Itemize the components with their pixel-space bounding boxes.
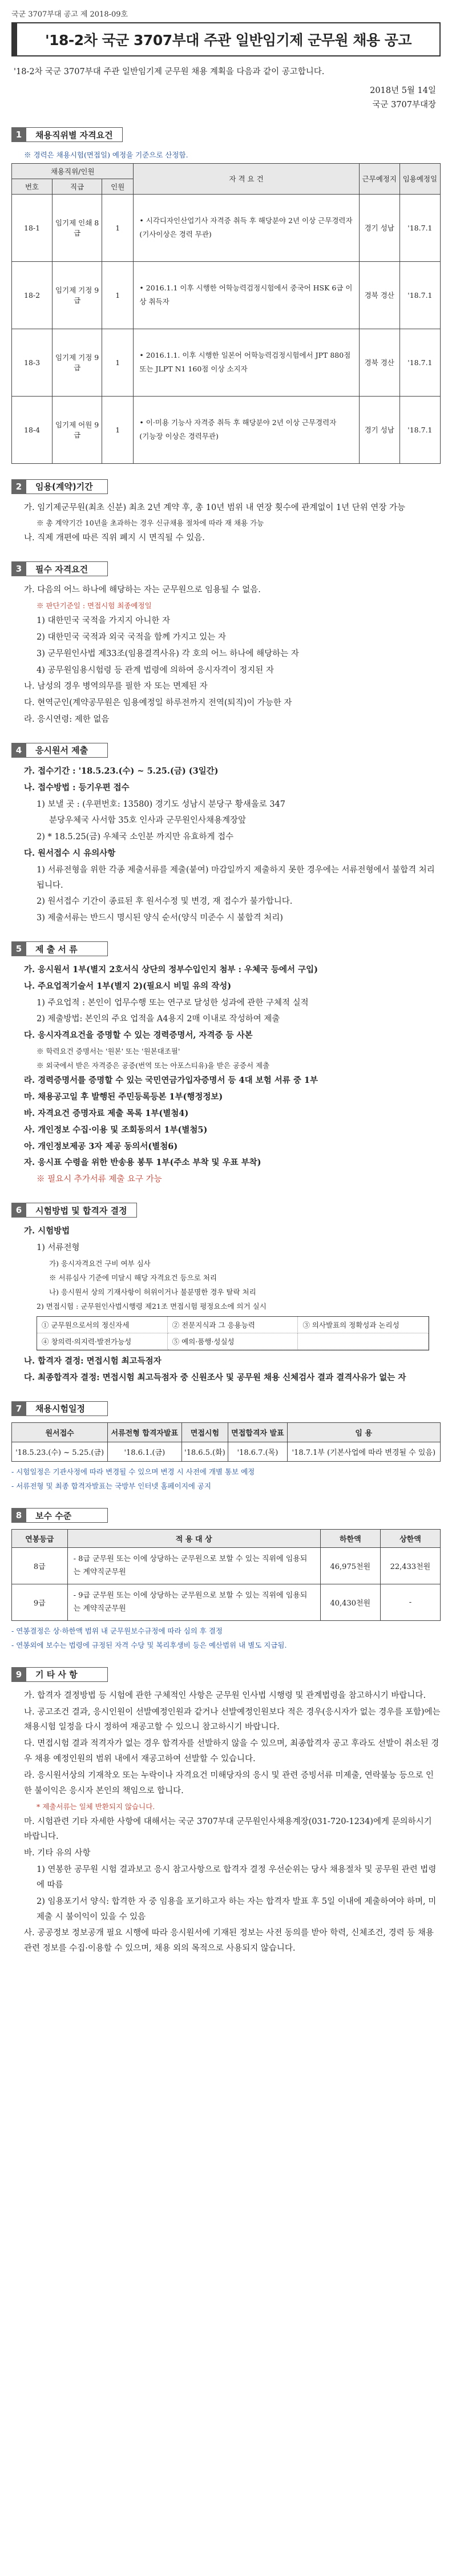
- table-row: [12, 261, 441, 329]
- text-line: ※ 서류심사 기준에 미달시 해당 자격요건 등으로 처리: [49, 1273, 217, 1282]
- text-line: 라. 응시연령: 제한 없음: [24, 715, 110, 725]
- salary-target: - 9급 군무원 또는 이에 상당하는 군무원으로 보할 수 있는 직위에 임용되는 계약직군무원: [67, 1584, 320, 1620]
- text-line: - 시험일정은 기관사정에 따라 변경될 수 있으며 변경 시 사전에 개별 통보 예정: [11, 1467, 255, 1476]
- col-place: 근무예정지: [359, 163, 399, 194]
- text-line: 마. 시험관련 기타 자세한 사항에 대해서는 국군 3707부대 군무원인사채용계장(031-720-1234)에게 문의하시기 바랍니다.: [24, 1817, 432, 1842]
- text-line: 나. 직제 개편에 따른 직위 폐지 시 면직될 수 있음.: [24, 533, 205, 543]
- cell-no: 18-1: [12, 194, 53, 261]
- section-contract-period: [11, 479, 441, 547]
- salary-grade: 9급: [12, 1584, 68, 1620]
- notice-date-block: [11, 84, 436, 112]
- req-line: • 2016.1.1 이후 시행한 어학능력검정시험에서 중국어 HSK 6급 이상 취득자: [139, 284, 353, 306]
- text-line: 2) 제출방법: 본인의 주요 업적을 A4용지 2매 이내로 작성하여 제출: [37, 1014, 280, 1024]
- section-number: 5: [11, 941, 26, 956]
- text-line: 1) 서류전형을 위한 각종 제출서류를 제출(붙여) 마감일까지 제출하지 못한 경우에는 서류전형에서 불합격 처리됩니다.: [37, 865, 435, 890]
- text-line: - 연봉결정은 상·하한액 범위 내 군무원보수규정에 따라 심의 후 결정: [11, 1626, 223, 1635]
- text-line: 2) 면접시험 : 군무원인사법시행령 제21조 면접시험 평정요소에 의거 실시: [37, 1302, 267, 1311]
- text-line: 2) 임용포기서 양식: 합격한 자 중 임용을 포기하고자 하는 자는 합격자 발표 후 5일 이내에 제출하여야 하며, 미제출 시 불이익이 있을 수 있음: [37, 1896, 437, 1922]
- interview-criteria-box: [37, 1316, 429, 1350]
- schedule-cell: '18.6.1.(금): [108, 1442, 181, 1461]
- section-title: 보수 수준: [26, 1508, 108, 1523]
- section-schedule: [11, 1401, 441, 1493]
- text-line: 1) 주요업적 : 본인이 업무수행 또는 연구로 달성한 성과에 관한 구체적 실적: [37, 998, 309, 1008]
- text-line: 다. 응시자격요건을 증명할 수 있는 경력증명서, 자격증 등 사본: [24, 1030, 253, 1041]
- text-line: 다. 면접시험 결과 적격자가 없는 경우 합격자를 선발하지 않을 수 있으며, 최종합격자 공고 후라도 선발이 취소된 경우 채용 예정인원의 범위 내에서 재공고하여 선발할 수 있습니다.: [24, 1739, 439, 1764]
- col-requirements: 자 격 요 건: [134, 163, 359, 194]
- text-line: 바. 기타 유의 사항: [24, 1849, 91, 1858]
- section-qualifications: [11, 127, 441, 463]
- col-grade: 직급: [53, 179, 102, 194]
- cell-grade: 임기제 인쇄 8급: [53, 194, 102, 261]
- salary-header: 상한액: [380, 1530, 440, 1548]
- col-group-header: 채용직위/인원: [12, 163, 134, 179]
- section-application: [11, 742, 441, 926]
- text-line: 나. 남성의 경우 병역의무를 필한 자 또는 면제된 자: [24, 682, 208, 691]
- section-title: 기 타 사 항: [26, 1667, 108, 1682]
- text-line: 3) 군무원인사법 제33조(임용결격사유) 각 호의 어느 하나에 해당하는 자: [37, 649, 299, 658]
- text-line: 나. 접수방법 : 등기우편 접수: [24, 782, 130, 792]
- req-line: (기능장 이상은 경력무관): [139, 432, 219, 440]
- text-line: 나. 합격자 결정: 면접시험 최고득점자: [24, 1356, 162, 1366]
- schedule-header: 서류전형 합격자발표: [108, 1422, 181, 1442]
- cell-place: 경북 경산: [359, 329, 399, 396]
- salary-header: 적 용 대 상: [67, 1530, 320, 1548]
- section-number: 2: [11, 479, 26, 494]
- table-row: [12, 396, 441, 463]
- text-line: 가. 다음의 어느 하나에 해당하는 자는 군무원으로 임용될 수 없음.: [24, 585, 261, 595]
- text-line: 마. 채용공고일 후 발행된 주민등록등본 1부(행정정보): [24, 1092, 223, 1102]
- cell-date: '18.7.1: [399, 194, 440, 261]
- schedule-header: 면접시험: [181, 1422, 228, 1442]
- req-line: • 이·미용 기능사 자격증 취득 후 해당분야 2년 이상 근무경력자: [139, 418, 337, 427]
- text-line: 가. 임기제군무원(최초 신분) 최초 2년 계약 후, 총 10년 범위 내 연장 횟수에 관계없이 1년 단위 연장 가능: [24, 503, 406, 512]
- criteria-item: ⑤ 예의·품행·성실성: [168, 1333, 298, 1350]
- table-row: [12, 194, 441, 261]
- text-line: 나. 공고조건 결과, 응시인원이 선발예정인원과 같거나 선발예정인원보다 적은 경우(응시자가 없는 경우를 포함)에는 채용시험 일정을 다시 정하여 재공고할 수 있으니 참고하시기 바랍니다.: [24, 1707, 441, 1732]
- text-line: 1) 대한민국 국적을 가지지 아니한 자: [37, 616, 171, 626]
- cell-no: 18-3: [12, 329, 53, 396]
- section-number: 3: [11, 561, 26, 576]
- section-number: 4: [11, 743, 26, 758]
- salary-grade: 8급: [12, 1548, 68, 1584]
- text-line: 1) 연봉한 공무원 시험 결과보고 응시 참고사항으로 합격자 결정 우선순위는 당사 채용절차 및 공무원 관련 법령에 따름: [37, 1865, 437, 1890]
- text-line: 가. 합격자 결정방법 등 시험에 관한 구체적인 사항은 군무원 인사법 시행령 및 관계법령을 참고하시기 바랍니다.: [24, 1691, 426, 1700]
- cell-count: 1: [102, 194, 134, 261]
- cell-requirements: [134, 329, 359, 396]
- section-number: 8: [11, 1508, 26, 1523]
- table-row: [12, 329, 441, 396]
- cell-place: 경북 경산: [359, 261, 399, 329]
- cell-grade: 임기제 기정 9급: [53, 261, 102, 329]
- section-number: 7: [11, 1401, 26, 1416]
- cell-count: 1: [102, 329, 134, 396]
- notice-title: '18-2차 국군 3707부대 주관 일반임기제 군무원 채용 공고: [11, 22, 441, 56]
- text-line: * 제출서류는 일체 반환되지 않습니다.: [37, 1802, 155, 1811]
- cell-count: 1: [102, 261, 134, 329]
- section-title: 응시원서 제출: [26, 743, 108, 758]
- col-no: 번호: [12, 179, 53, 194]
- text-line: ※ 판단기준일 : 면접시험 최종예정일: [37, 601, 152, 610]
- text-line: 바. 자격요건 증명자료 제출 목록 1부(별첨4): [24, 1108, 189, 1118]
- text-line: ※ 필요시 추가서류 제출 요구 가능: [37, 1175, 162, 1184]
- text-line: 나) 응시원서 상의 기재사항이 허위이거나 불분명한 경우 탈락 처리: [49, 1287, 256, 1296]
- schedule-cell: '18.6.7.(목): [228, 1442, 287, 1461]
- text-line: 1) 서류전형: [37, 1243, 80, 1252]
- text-line: ※ 학력요건 증명서는 '원본' 또는 '원본대조필': [37, 1047, 180, 1056]
- cell-place: 경기 성남: [359, 194, 399, 261]
- cell-requirements: [134, 396, 359, 463]
- section-title: 필수 자격요건: [26, 561, 108, 576]
- schedule-header: 임 용: [287, 1422, 440, 1442]
- salary-low: 40,430천원: [320, 1584, 380, 1620]
- section-number: 6: [11, 1203, 26, 1218]
- criteria-item: [298, 1333, 429, 1350]
- text-line: 3) 제출서류는 반드시 명시된 양식 순서(양식 미준수 시 불합격 처리): [37, 913, 283, 923]
- text-line: ※ 외국에서 받은 자격증은 공증(번역 또는 아포스티유)을 받은 공증서 제출: [37, 1061, 270, 1070]
- section-number: 1: [11, 127, 26, 142]
- table-row: [12, 1548, 441, 1584]
- req-line: • 시각디자인산업기사 자격증 취득 후 해당분야 2년 이상 근무경력자: [139, 216, 353, 225]
- cell-no: 18-4: [12, 396, 53, 463]
- text-line: 다. 현역군인(계약공무원은 임용예정일 하루전까지 전역(퇴직)이 가능한 자: [24, 698, 292, 708]
- text-line: 라. 경력증명서를 증명할 수 있는 국민연금가입자증명서 등 4대 보험 서류 중 1부: [24, 1075, 318, 1086]
- text-line: - 서류전형 및 최종 합격자발표는 국방부 인터넷 홈페이지에 공지: [11, 1481, 211, 1490]
- req-line: (기사이상은 경력 무관): [139, 230, 212, 238]
- text-line: 4) 공무원임용시험령 등 관계 법령에 의하여 응시자격이 정지된 자: [37, 665, 274, 675]
- salary-low: 46,975천원: [320, 1548, 380, 1584]
- text-line: 가) 응시자격요건 구비 여부 심사: [49, 1259, 151, 1268]
- section-title: 임용(계약)기간: [26, 479, 108, 494]
- salary-high: -: [380, 1584, 440, 1620]
- salary-table: [11, 1529, 441, 1621]
- text-line: 자. 응시표 수령을 위한 반송용 봉투 1부(주소 부착 및 우표 부착): [24, 1158, 261, 1168]
- notice-date: 2018년 5월 14일: [370, 86, 436, 96]
- section-note: ※ 경력은 채용시험(면접일) 예정을 기준으로 산정함.: [24, 151, 188, 160]
- text-line: ※ 총 계약기간 10년을 초과하는 경우 신규채용 절차에 따라 재 채용 가능: [37, 519, 264, 528]
- text-line: 라. 응시원서상의 기재착오 또는 누락이나 자격요건 미해당자의 응시 및 관련 증빙서류 미제출, 연락불능 등으로 인한 불이익은 응시자 본인의 책임으로 합니다.: [24, 1770, 434, 1795]
- section-required-qualifications: [11, 561, 441, 727]
- text-line: 가. 시험방법: [24, 1226, 70, 1236]
- text-line: 아. 개인정보제공 3자 제공 동의서(별첨6): [24, 1141, 178, 1151]
- section-exam-method: [11, 1202, 441, 1386]
- req-line: • 2016.1.1. 이후 시행한 일본어 어학능력검정시험에서 JPT 880점 또는 JLPT N1 160점 이상 소지자: [139, 351, 351, 373]
- notice-page: [11, 0, 441, 1975]
- salary-high: 22,433천원: [380, 1548, 440, 1584]
- section-number: 9: [11, 1667, 26, 1682]
- text-line: 사. 개인정보 수집·이용 및 조회동의서 1부(별첨5): [24, 1125, 208, 1135]
- cell-date: '18.7.1: [399, 261, 440, 329]
- table-row: [12, 1584, 441, 1620]
- salary-header: 연봉등급: [12, 1530, 68, 1548]
- criteria-item: ② 전문지식과 그 응용능력: [168, 1317, 298, 1333]
- schedule-cell: '18.6.5.(화): [181, 1442, 228, 1461]
- cell-date: '18.7.1: [399, 329, 440, 396]
- text-line: 2) 대한민국 국적과 외국 국적을 함께 가지고 있는 자: [37, 633, 226, 642]
- text-line: 1) 보낼 곳 : (우편번호: 13580) 경기도 성남시 분당구 황새울로 347: [37, 799, 285, 809]
- criteria-item: ③ 의사발표의 정확성과 논리성: [298, 1317, 429, 1333]
- document-number: 국군 3707부대 공고 제 2018-09호: [11, 10, 128, 19]
- text-line: 사. 공공정보 정보공개 필요 시행에 따라 응시원서에 기재된 정보는 사전 동의를 받아 학력, 신체조건, 경력 등 채용 관련 정보를 수집·이용할 수 있으며, 채용 외의 목적으로 사용되지 않습니다.: [24, 1928, 434, 1954]
- schedule-table: [11, 1422, 441, 1462]
- text-line: 나. 주요업적기술서 1부(별지 2)(필요시 비밀 유의 작성): [24, 981, 232, 991]
- section-title: 시험방법 및 합격자 결정: [26, 1203, 137, 1218]
- section-title: 제 출 서 류: [26, 941, 108, 956]
- issuer: 국군 3707부대장: [372, 100, 436, 110]
- cell-count: 1: [102, 396, 134, 463]
- col-date: 임용예정일: [399, 163, 440, 194]
- section-other: [11, 1667, 441, 1956]
- col-count: 인원: [102, 179, 134, 194]
- cell-requirements: [134, 261, 359, 329]
- text-line: 가. 응시원서 1부(별지 2호서식 상단의 정부수입인지 첨부 : 우체국 등에서 구입): [24, 965, 318, 974]
- criteria-item: ① 군무원으로서의 정신자세: [37, 1317, 168, 1333]
- section-title: 채용시험일정: [26, 1401, 108, 1416]
- section-salary: [11, 1507, 441, 1652]
- section-documents: [11, 941, 441, 1187]
- schedule-cell: '18.7.1부 (기본사업에 따라 변경될 수 있음): [287, 1442, 440, 1461]
- schedule-cell: '18.5.23.(수) ~ 5.25.(금): [12, 1442, 108, 1461]
- salary-header: 하한액: [320, 1530, 380, 1548]
- text-line: 분당우체국 사서함 35호 인사과 군무원인사채용계장앞: [49, 816, 247, 826]
- text-line: 2) * 18.5.25(금) 우체국 소인분 까지만 유효하게 접수: [37, 832, 234, 842]
- criteria-item: ④ 창의력·의지력·발전가능성: [37, 1333, 168, 1350]
- cell-grade: 임기제 기정 9급: [53, 329, 102, 396]
- cell-requirements: [134, 194, 359, 261]
- salary-target: - 8급 군무원 또는 이에 상당하는 군무원으로 보할 수 있는 직위에 임용되는 계약직군무원: [67, 1548, 320, 1584]
- intro-text: '18-2차 국군 3707부대 주관 일반임기제 군무원 채용 계획을 다음과 같이 공고합니다.: [14, 67, 325, 76]
- text-line: - 연봉외에 보수는 법령에 규정된 자격 수당 및 복리후생비 등은 예산범위 내 별도 지급됨.: [11, 1640, 287, 1649]
- cell-place: 경기 성남: [359, 396, 399, 463]
- text-line: 다. 원서접수 시 유의사항: [24, 848, 116, 858]
- qualification-table: [11, 163, 441, 464]
- schedule-header: 면접합격자 발표: [228, 1422, 287, 1442]
- text-line: 가. 접수기간 : '18.5.23.(수) ~ 5.25.(금) (3일간): [24, 766, 219, 776]
- cell-no: 18-2: [12, 261, 53, 329]
- text-line: 다. 최종합격자 결정: 면접시험 최고득점자 중 신원조사 및 공무원 채용 신체검사 결과 결격사유가 없는 자: [24, 1372, 406, 1382]
- section-title: 채용직위별 자격요건: [26, 127, 123, 142]
- cell-date: '18.7.1: [399, 396, 440, 463]
- text-line: 2) 원서접수 기간이 종료된 후 원서수정 및 변경, 재 접수가 불가합니다.: [37, 897, 293, 907]
- cell-grade: 임기제 어원 9급: [53, 396, 102, 463]
- schedule-header: 원서접수: [12, 1422, 108, 1442]
